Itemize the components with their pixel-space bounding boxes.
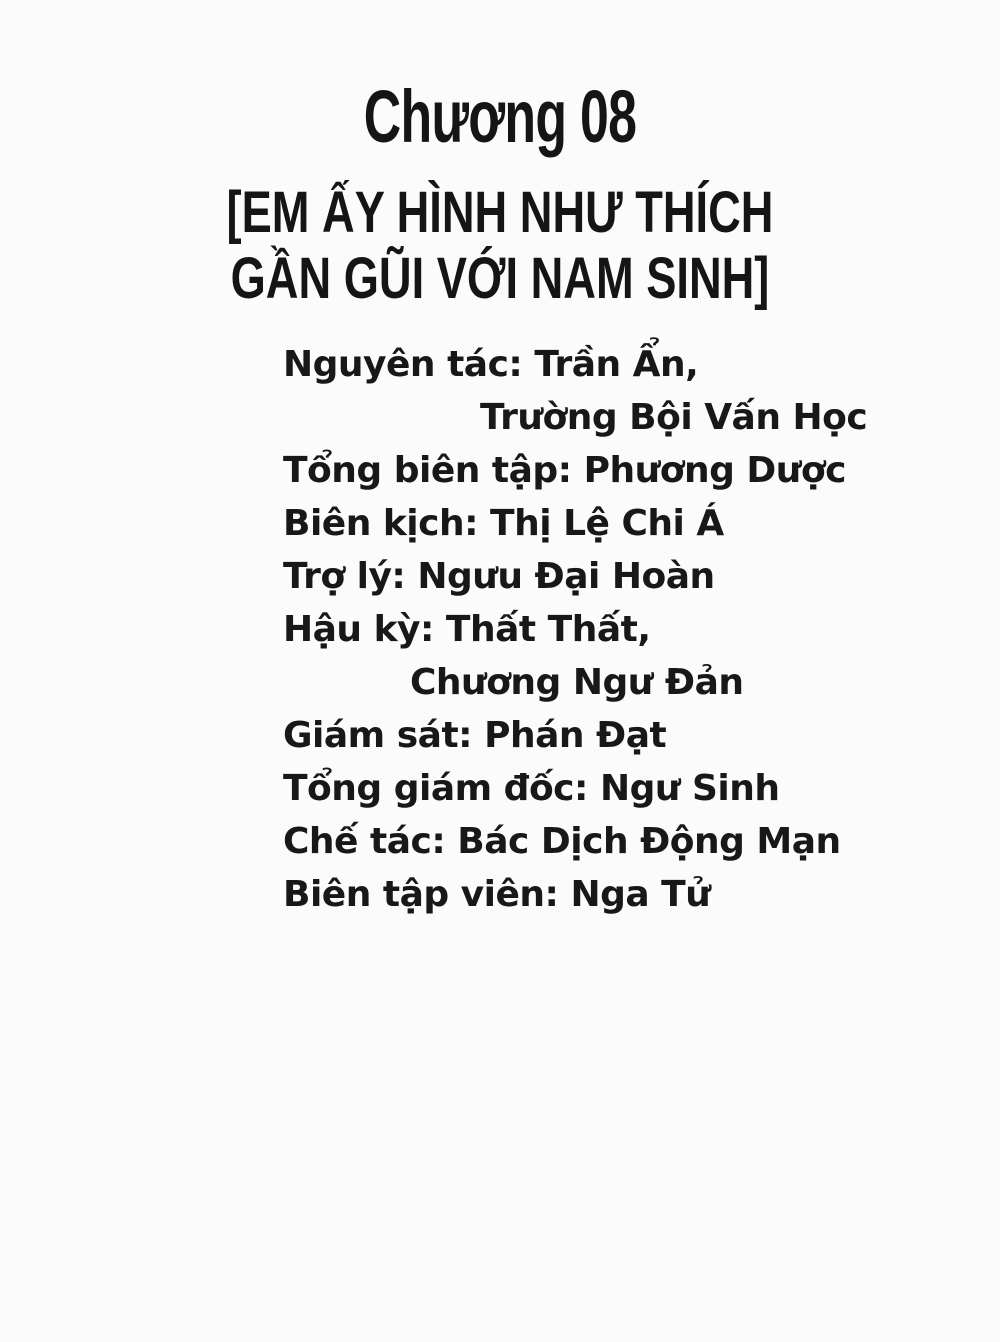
credit-original-author-continued: Trường Bội Vấn Học bbox=[480, 397, 868, 438]
credit-post-production: Hậu kỳ: Thất Thất, bbox=[283, 609, 651, 650]
credit-general-director: Tổng giám đốc: Ngư Sinh bbox=[283, 768, 780, 809]
credit-chief-editor: Tổng biên tập: Phương Dược bbox=[283, 450, 846, 491]
chapter-title-heading bbox=[110, 180, 890, 312]
credit-post-production-continued: Chương Ngư Đản bbox=[410, 662, 744, 703]
chapter-title-line-2: GẦN GŨI VỚI NAM SINH] bbox=[230, 246, 770, 311]
chapter-number-heading: Chương 08 bbox=[363, 75, 637, 158]
credit-original-author: Nguyên tác: Trần Ẩn, bbox=[283, 344, 699, 385]
credit-screenwriter: Biên kịch: Thị Lệ Chi Á bbox=[283, 503, 724, 544]
credits-list bbox=[283, 338, 1000, 921]
credit-supervisor: Giám sát: Phán Đạt bbox=[283, 715, 667, 756]
credit-production: Chế tác: Bác Dịch Động Mạn bbox=[283, 821, 841, 862]
credit-editor: Biên tập viên: Nga Tử bbox=[283, 874, 711, 915]
credit-assistant: Trợ lý: Ngưu Đại Hoàn bbox=[283, 556, 715, 597]
chapter-title-line-1: [EM ẤY HÌNH NHƯ THÍCH bbox=[226, 180, 774, 245]
